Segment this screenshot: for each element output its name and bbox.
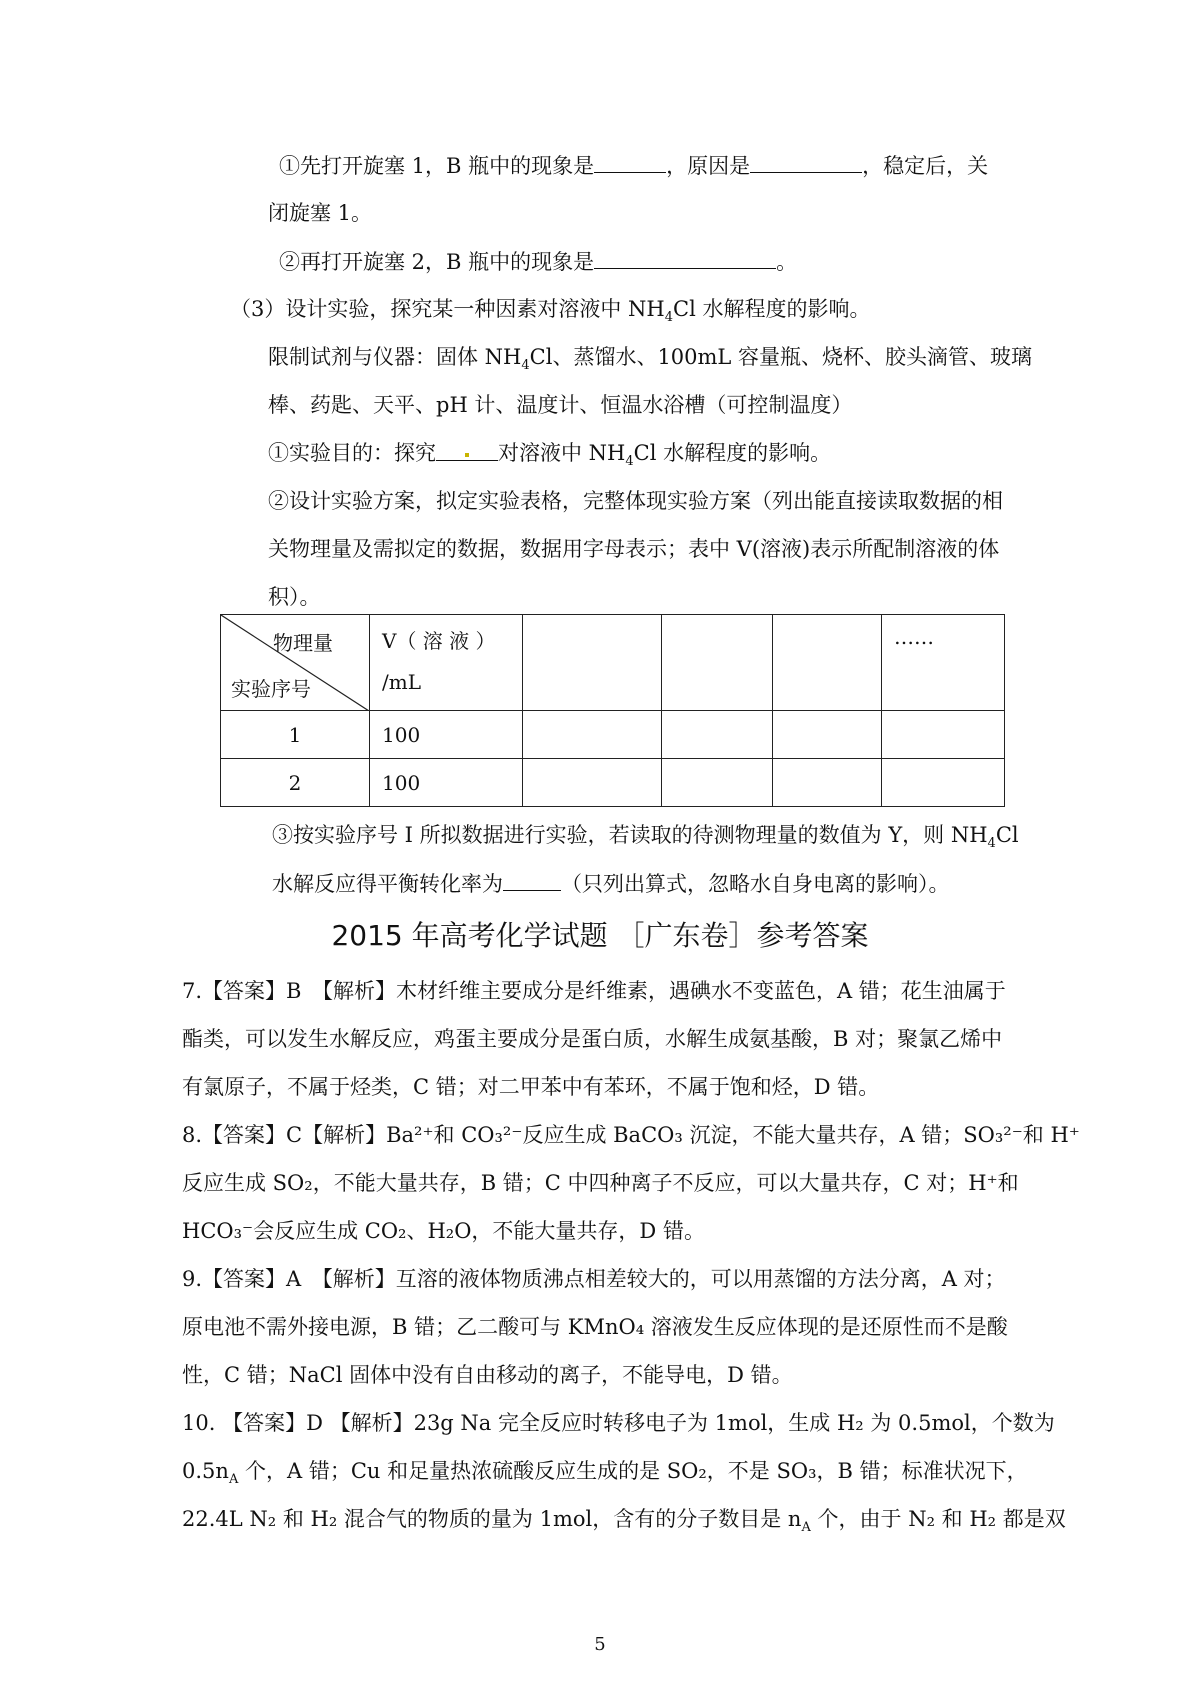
subscript: 4: [664, 310, 674, 326]
calc-text-c: 水解反应得平衡转化率为: [272, 872, 503, 896]
aim-text-c: Cl 水解程度的影响。: [633, 441, 832, 465]
row-volume: 100: [370, 759, 523, 807]
empty-cell: [882, 759, 1005, 807]
empty-cell: [773, 759, 882, 807]
answer-8-line-1: 8.【答案】C【解析】Ba²⁺和 CO₃²⁻反应生成 BaCO₃ 沉淀，不能大量共存，A 错；SO₃²⁻和 H⁺: [182, 1123, 1080, 1147]
step1-text-a: ①先打开旋塞 1，B 瓶中的现象是: [279, 154, 595, 178]
calc-line-2: [272, 868, 950, 899]
answer-9-line-2: 原电池不需外接电源，B 错；乙二酸可与 KMnO₄ 溶液发生反应体现的是还原性而不是酸: [182, 1315, 1008, 1339]
header-volume-unit: /mL: [382, 670, 421, 694]
table-row: [221, 759, 1005, 807]
step1-text-c: ，稳定后，关: [862, 154, 989, 178]
header-volume-label: V（ 溶 液 ）: [382, 629, 496, 653]
design-line-3: 积）。: [268, 585, 321, 609]
step2-text-a: ②再打开旋塞 2，B 瓶中的现象是: [279, 250, 595, 274]
subscript: A: [228, 1472, 239, 1488]
step1-line: [279, 150, 988, 181]
answer-blank: [594, 246, 776, 269]
answer-blank: [503, 868, 561, 891]
empty-cell: [662, 759, 773, 807]
reagents-text-b: Cl、蒸馏水、100mL 容量瓶、烧杯、胶头滴管、玻璃: [529, 345, 1033, 369]
step1-text-b: ，原因是: [666, 154, 751, 178]
answer-8-line-3: HCO₃⁻会反应生成 CO₂、H₂O，不能大量共存，D 错。: [182, 1219, 705, 1243]
reagents-line-1: [268, 342, 1032, 372]
step1-line-2: 闭旋塞 1。: [268, 201, 373, 225]
calc-text-b: Cl: [995, 823, 1019, 847]
reagents-text-a: 限制试剂与仪器：固体 NH: [268, 345, 522, 369]
corner-top-label: 物理量: [273, 631, 333, 655]
table-row: [221, 711, 1005, 759]
answer-7-line-3: 有氯原子，不属于烃类，C 错；对二甲苯中有苯环，不属于饱和烃，D 错。: [182, 1075, 880, 1099]
answers-heading: 2015 年高考化学试题 ［广东卷］参考答案: [331, 919, 869, 952]
experiment-table: [220, 614, 1005, 807]
q3-title-text: （3）设计实验，探究某一种因素对溶液中 NH: [230, 297, 665, 321]
subscript: 4: [521, 358, 530, 374]
q3-title: [230, 294, 870, 324]
empty-cell: [523, 759, 662, 807]
answer-10-line-1: 10. 【答案】D 【解析】23g Na 完全反应时转移电子为 1mol，生成 H₂ 为 0.5mol，个数为: [182, 1411, 1055, 1435]
empty-cell: [523, 711, 662, 759]
header-empty-cell: [523, 615, 662, 711]
reagents-line-2: 棒、药匙、天平、pH 计、温度计、恒温水浴槽（可控制温度）: [268, 393, 853, 417]
row-volume: 100: [370, 711, 523, 759]
answer-8-line-2: 反应生成 SO₂，不能大量共存，B 错；C 中四种离子不反应，可以大量共存，C 对；H⁺和: [182, 1171, 1019, 1195]
table-header-row: [221, 615, 1005, 711]
design-line-1: ②设计实验方案，拟定实验表格，完整体现实验方案（列出能直接读取数据的相: [268, 489, 1003, 513]
calc-text-a: ③按实验序号 I 所拟数据进行实验，若读取的待测物理量的数值为 Y，则 NH: [272, 823, 988, 847]
answer-9-line-3: 性，C 错；NaCl 固体中没有自由移动的离子，不能导电，D 错。: [182, 1363, 793, 1387]
corner-cell: [221, 615, 370, 711]
yellow-dot: [465, 453, 469, 457]
empty-cell: [773, 711, 882, 759]
empty-cell: [662, 711, 773, 759]
subscript: 4: [625, 454, 634, 470]
row-id: 2: [221, 759, 370, 807]
step2-text-b: 。: [776, 250, 798, 274]
header-volume-cell: [370, 615, 523, 711]
row-id: 1: [221, 711, 370, 759]
header-ellipsis-cell: [882, 615, 1005, 711]
header-empty-cell: [773, 615, 882, 711]
q3-title-tail: Cl 水解程度的影响。: [673, 297, 871, 321]
answer-7-line-2: 酯类，可以发生水解反应，鸡蛋主要成分是蛋白质，水解生成氨基酸，B 对；聚氯乙烯中: [182, 1027, 1003, 1051]
aim-text-b: 对溶液中 NH: [498, 441, 626, 465]
design-line-2: 关物理量及需拟定的数据，数据用字母表示；表中 V(溶液)表示所配制溶液的体: [268, 537, 1000, 561]
answer-blank: [436, 438, 498, 461]
answer-blank: [750, 150, 862, 173]
aim-line: [268, 438, 831, 468]
answer-blank: [594, 150, 666, 173]
answer-10-line-2: $0.5n_A$ 个，A 错；Cu 和足量热浓硫酸反应生成的是 SO₂，不是 SO₃，B 错；标准状况下，: [182, 1459, 1028, 1488]
aim-text-a: ①实验目的：探究: [268, 441, 436, 465]
page-number: 5: [594, 1634, 606, 1655]
subscript: A: [801, 1520, 811, 1536]
answer-7-line-1: 7.【答案】B 【解析】木材纤维主要成分是纤维素，遇碘水不变蓝色，A 错；花生油属于: [182, 979, 1006, 1003]
answer-9-line-1: 9.【答案】A 【解析】互溶的液体物质沸点相差较大的，可以用蒸馏的方法分离，A 对；: [182, 1267, 1006, 1291]
calc-line-1: [272, 820, 1019, 850]
step2-line: [279, 246, 797, 277]
corner-bottom-label: 实验序号: [231, 677, 311, 701]
calc-text-d: （只列出算式，忽略水自身电离的影响）。: [561, 872, 950, 896]
empty-cell: [882, 711, 1005, 759]
subscript: 4: [987, 836, 996, 852]
header-ellipsis: ……: [894, 625, 934, 649]
answer-10-line-3: 22.4L N₂ 和 H₂ 混合气的物质的量为 1mol，含有的分子数目是 $n_A$ 个，由于 N₂ 和 H₂ 都是双: [182, 1507, 1066, 1536]
header-empty-cell: [662, 615, 773, 711]
